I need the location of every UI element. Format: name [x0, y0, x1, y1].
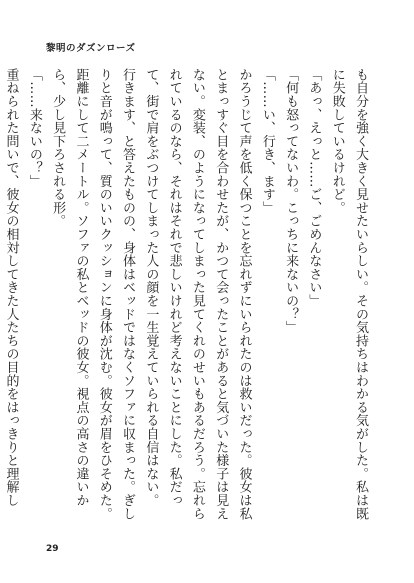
paragraph: 「……い、行き、ます」	[259, 68, 275, 215]
paragraph: 「……来ないの？」	[26, 68, 42, 188]
paragraph: 「あっ、えっと……ご、ごめんなさい」	[306, 68, 322, 308]
paragraph: かろうじて声を低く保つことを忘れずにいられたのは救いだった。彼女は私とまっすぐ目を合わせたが、かつて会ったことがあると気づいた様子は見えない。変装、のようになってしまった見てくれのせいもあるだろう。忘れられているのなら、それはそれで悲しいけれど考えないことにした。私だって、街で肩をぶつけてしまった人の顔を一生覚えていられる自信はない。	[143, 68, 252, 521]
page-number: 29	[46, 544, 59, 554]
running-header: 黎明のダズンローズ	[46, 43, 136, 54]
paragraph: も自分を強く大きく見せたいらしい。その気持ちはわかる気がした。私は既に失敗しているけれど。	[329, 68, 368, 521]
body-text	[3, 68, 372, 528]
paragraph: 重ねられた問いで、彼女の相対してきた人たちの目的をはっきりと理解し	[3, 68, 19, 507]
paragraph: 行きます、と答えたものの、身体はベッドではなくソファに収まった。ぎしりと音が鳴って、質のいいクッションに身体が沈む。彼女が眉をひそめた。距離にして二メートル。ソファの私とベッドの彼女。視点の高さの違いから、少し見下ろされる形。	[50, 68, 136, 521]
paragraph: 「何も怒ってないわ。こっちに来ないの？」	[283, 68, 299, 334]
